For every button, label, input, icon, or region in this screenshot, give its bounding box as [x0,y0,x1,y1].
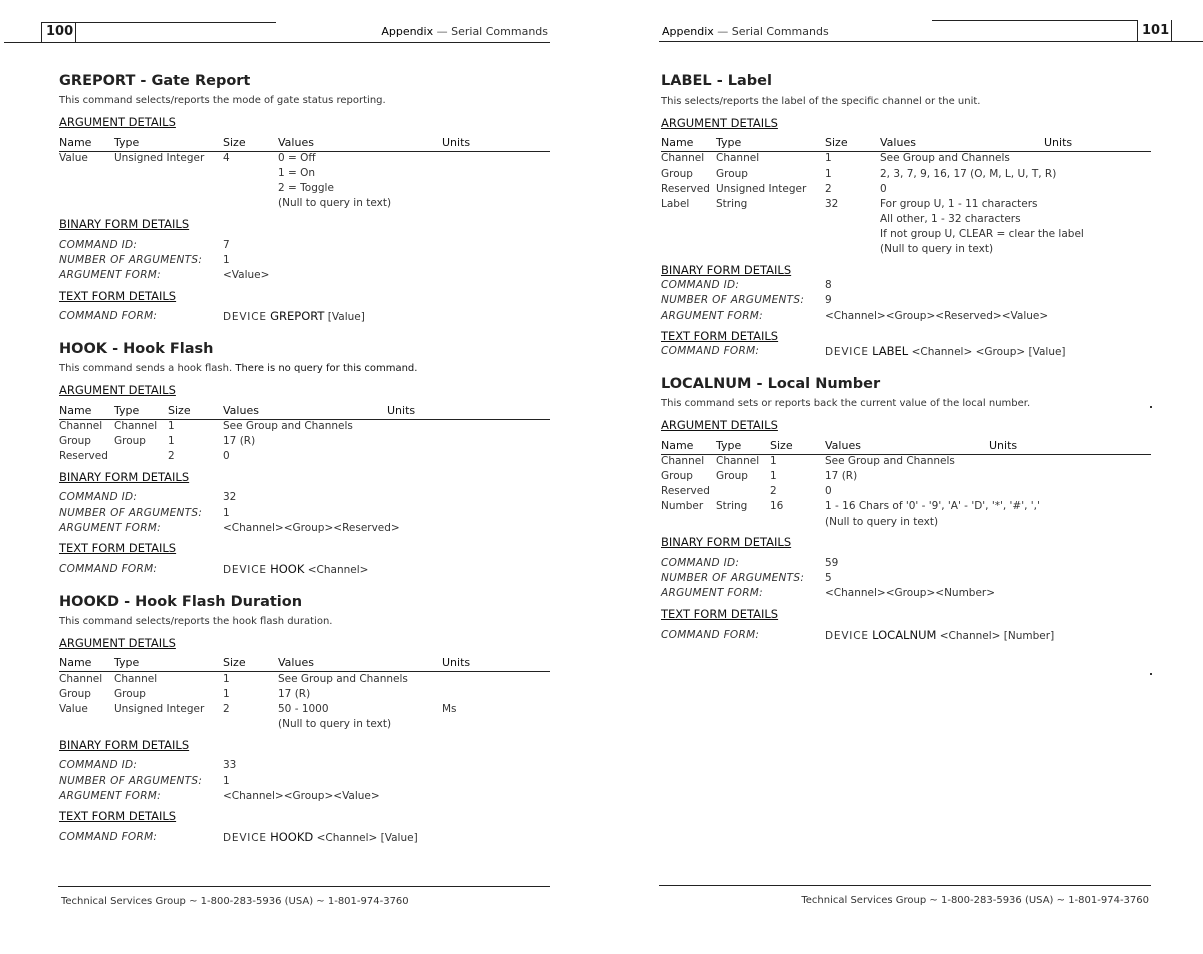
header-bottom-rule [659,41,1203,42]
cell-value: (Null to query in text) [825,516,939,528]
command-id-label: COMMAND ID: [661,557,740,569]
command-form-label: COMMAND FORM: [661,345,760,357]
cell-type: Channel [114,420,158,432]
cell-name: Reserved [661,485,710,497]
command-id-label: COMMAND ID: [59,491,138,503]
section-title-localnum: LOCALNUM - Local Number [661,376,881,392]
num-args-label: NUMBER OF ARGUMENTS: [661,572,805,584]
cell-type: Group [114,435,146,447]
cell-size: 1 [770,470,777,482]
cell-name: Channel [661,152,705,164]
col-header-values: Values [880,136,916,149]
binary-form-label: BINARY FORM DETAILS [661,263,792,277]
command-id-value: 32 [223,491,237,503]
num-args-label: NUMBER OF ARGUMENTS: [59,775,203,787]
header-title: Appendix [662,25,714,38]
cell-size: 16 [770,500,784,512]
cell-type: Unsigned Integer [716,183,807,195]
section-title-label: LABEL - Label [661,73,772,89]
header-title: Appendix [381,25,434,38]
running-header [381,25,548,38]
cmd-args: <Channel> [Value] [316,832,418,844]
header-subtitle: Serial Commands [451,25,548,38]
arg-form-value: <Channel><Group><Number> [825,587,996,599]
section-description: This command selects/reports the mode of gate status reporting. [59,95,386,106]
col-header-units: Units [989,439,1018,452]
num-args-label: NUMBER OF ARGUMENTS: [59,254,203,266]
cmd-args: <Channel> <Group> [Value] [911,346,1066,358]
text-form-label: TEXT FORM DETAILS [59,809,177,823]
cmd-keyword: HOOK [270,562,305,576]
cmd-keyword: HOOKD [270,830,314,844]
cell-size: 1 [825,168,832,180]
cell-type: Group [716,168,748,180]
command-id-label: COMMAND ID: [59,239,138,251]
cmd-keyword: GREPORT [270,309,325,323]
running-header [662,25,829,38]
page-number-box-right [1171,20,1172,41]
cell-name: Reserved [59,450,108,462]
cell-value: 50 - 1000 [278,703,329,715]
cell-value: 0 [825,485,832,497]
col-header-name: Name [59,656,92,669]
section-title-greport: GREPORT - Gate Report [59,73,251,89]
margin-mark [1150,406,1152,408]
section-title-hook: HOOK - Hook Flash [59,341,214,357]
margin-mark [1150,673,1152,675]
page-number-box-right [75,22,76,42]
col-header-type: Type [114,404,140,417]
cmd-args: <Channel> [307,564,369,576]
page-number-box-left [41,22,42,42]
col-header-type: Type [114,136,140,149]
text-form-label: TEXT FORM DETAILS [59,289,177,303]
arg-form-value: <Channel><Group><Value> [223,790,380,802]
cell-size: 2 [223,703,230,715]
command-form-value [825,344,1066,358]
section-description: This command selects/reports the hook flash duration. [59,616,333,627]
cell-size: 4 [223,152,230,164]
cell-value: 0 [223,450,230,462]
arg-form-value: <Channel><Group><Reserved><Value> [825,310,1049,322]
cell-type: Channel [716,152,760,164]
argument-details-label: ARGUMENT DETAILS [661,116,778,130]
description-text: This command sends a hook flash. [59,363,233,374]
header-separator: — [717,25,729,38]
col-header-values: Values [223,404,259,417]
command-form-value [223,830,418,844]
binary-form-label: BINARY FORM DETAILS [661,535,792,549]
cmd-device: DEVICE [223,564,267,576]
col-header-size: Size [168,404,191,417]
arg-form-label: ARGUMENT FORM: [59,522,161,534]
col-header-units: Units [1044,136,1073,149]
cell-value: 1 - 16 Chars of '0' - '9', 'A' - 'D', '*', '#', ',' [825,500,1040,512]
cell-value: 0 [880,183,887,195]
cell-value: See Group and Channels [825,455,955,467]
cell-name: Channel [59,673,103,685]
cell-value: 17 (R) [278,688,311,700]
cell-value: 0 = Off [278,152,316,164]
cell-type: Unsigned Integer [114,703,205,715]
col-header-name: Name [59,136,92,149]
header-bottom-rule [4,42,550,43]
command-id-value: 8 [825,279,832,291]
cell-size: 1 [168,435,175,447]
cell-size: 1 [825,152,832,164]
cell-name: Group [661,168,693,180]
page-number: 101 [1142,23,1170,38]
cmd-keyword: LABEL [872,344,909,358]
col-header-type: Type [114,656,140,669]
col-header-size: Size [223,656,246,669]
col-header-size: Size [825,136,848,149]
cell-size: 1 [770,455,777,467]
cell-size: 2 [770,485,777,497]
header-top-rule [932,20,1137,21]
cmd-args: [Value] [327,311,365,323]
num-args-value: 9 [825,294,832,306]
col-header-type: Type [716,136,742,149]
cell-name: Reserved [661,183,710,195]
description-note: There is no query for this command. [235,363,418,374]
cell-value: For group U, 1 - 11 characters [880,198,1038,210]
cmd-keyword: LOCALNUM [872,628,937,642]
argument-details-label: ARGUMENT DETAILS [59,383,176,397]
command-id-label: COMMAND ID: [661,279,740,291]
footer-text: Technical Services Group ~ 1-800-283-5936 (USA) ~ 1-801-974-3760 [61,896,409,907]
command-id-value: 59 [825,557,839,569]
footer-text: Technical Services Group ~ 1-800-283-5936 (USA) ~ 1-801-974-3760 [801,895,1149,906]
section-description: This selects/reports the label of the specific channel or the unit. [661,96,981,107]
cell-value: All other, 1 - 32 characters [880,213,1021,225]
argument-details-label: ARGUMENT DETAILS [661,418,778,432]
cell-type: Group [114,688,146,700]
col-header-name: Name [661,439,694,452]
arg-form-value: <Value> [223,269,270,281]
text-form-label: TEXT FORM DETAILS [59,541,177,555]
col-header-size: Size [223,136,246,149]
cmd-device: DEVICE [223,311,267,323]
cell-type: String [716,500,748,512]
command-id-value: 33 [223,759,237,771]
arg-form-value: <Channel><Group><Reserved> [223,522,400,534]
col-header-name: Name [661,136,694,149]
cell-size: 1 [223,673,230,685]
command-id-value: 7 [223,239,230,251]
cell-name: Group [661,470,693,482]
arg-form-label: ARGUMENT FORM: [661,310,763,322]
footer-rule [58,886,550,887]
cmd-device: DEVICE [825,630,869,642]
section-description: This command sets or reports back the current value of the local number. [661,398,1031,409]
cell-name: Label [661,198,690,210]
cell-size: 1 [168,420,175,432]
col-header-values: Values [825,439,861,452]
cell-name: Channel [59,420,103,432]
cell-value: 2, 3, 7, 9, 16, 17 (O, M, L, U, T, R) [880,168,1057,180]
cell-value: (Null to query in text) [278,197,392,209]
cell-size: 1 [223,688,230,700]
num-args-value: 5 [825,572,832,584]
cmd-device: DEVICE [825,346,869,358]
cell-size: 2 [825,183,832,195]
page-number: 100 [46,24,74,39]
col-header-size: Size [770,439,793,452]
command-form-label: COMMAND FORM: [59,310,158,322]
argument-details-label: ARGUMENT DETAILS [59,115,176,129]
cell-value: See Group and Channels [880,152,1010,164]
command-form-label: COMMAND FORM: [59,831,158,843]
page-number-box-left [1137,20,1138,41]
col-header-values: Values [278,656,314,669]
col-header-values: Values [278,136,314,149]
header-top-rule [42,22,276,23]
cell-value: See Group and Channels [278,673,408,685]
cmd-args: <Channel> [Number] [939,630,1055,642]
section-title-hookd: HOOKD - Hook Flash Duration [59,594,303,610]
cell-value: If not group U, CLEAR = clear the label [880,228,1084,240]
cell-type: String [716,198,748,210]
cell-type: Group [716,470,748,482]
cell-value: See Group and Channels [223,420,353,432]
command-id-label: COMMAND ID: [59,759,138,771]
col-header-type: Type [716,439,742,452]
cell-name: Group [59,435,91,447]
num-args-label: NUMBER OF ARGUMENTS: [661,294,805,306]
binary-form-label: BINARY FORM DETAILS [59,470,190,484]
binary-form-label: BINARY FORM DETAILS [59,738,190,752]
section-description [59,363,417,374]
col-header-units: Units [442,136,471,149]
command-form-label: COMMAND FORM: [59,563,158,575]
cell-size: 32 [825,198,839,210]
command-form-value [223,562,368,576]
command-form-label: COMMAND FORM: [661,629,760,641]
header-separator: — [436,25,448,38]
num-args-label: NUMBER OF ARGUMENTS: [59,507,203,519]
num-args-value: 1 [223,775,230,787]
cell-value: 17 (R) [825,470,858,482]
cell-type: Unsigned Integer [114,152,205,164]
text-form-label: TEXT FORM DETAILS [661,607,779,621]
command-form-value [223,309,365,323]
cell-type: Channel [114,673,158,685]
cell-value: 17 (R) [223,435,256,447]
cell-value: 2 = Toggle [278,182,334,194]
cell-name: Value [59,703,88,715]
cell-units: Ms [442,703,457,715]
cell-name: Channel [661,455,705,467]
cell-size: 2 [168,450,175,462]
cmd-device: DEVICE [223,832,267,844]
argument-details-label: ARGUMENT DETAILS [59,636,176,650]
num-args-value: 1 [223,254,230,266]
num-args-value: 1 [223,507,230,519]
text-form-label: TEXT FORM DETAILS [661,329,779,343]
col-header-units: Units [442,656,471,669]
header-subtitle: Serial Commands [731,25,829,38]
arg-form-label: ARGUMENT FORM: [661,587,763,599]
arg-form-label: ARGUMENT FORM: [59,790,161,802]
binary-form-label: BINARY FORM DETAILS [59,217,190,231]
cell-value: (Null to query in text) [880,243,994,255]
footer-rule [659,885,1151,886]
cell-name: Number [661,500,704,512]
cell-value: 1 = On [278,167,316,179]
col-header-units: Units [387,404,416,417]
col-header-name: Name [59,404,92,417]
table-header-rule [59,671,550,672]
cell-name: Group [59,688,91,700]
cell-value: (Null to query in text) [278,718,392,730]
cell-type: Channel [716,455,760,467]
cell-name: Value [59,152,88,164]
command-form-value [825,628,1054,642]
arg-form-label: ARGUMENT FORM: [59,269,161,281]
